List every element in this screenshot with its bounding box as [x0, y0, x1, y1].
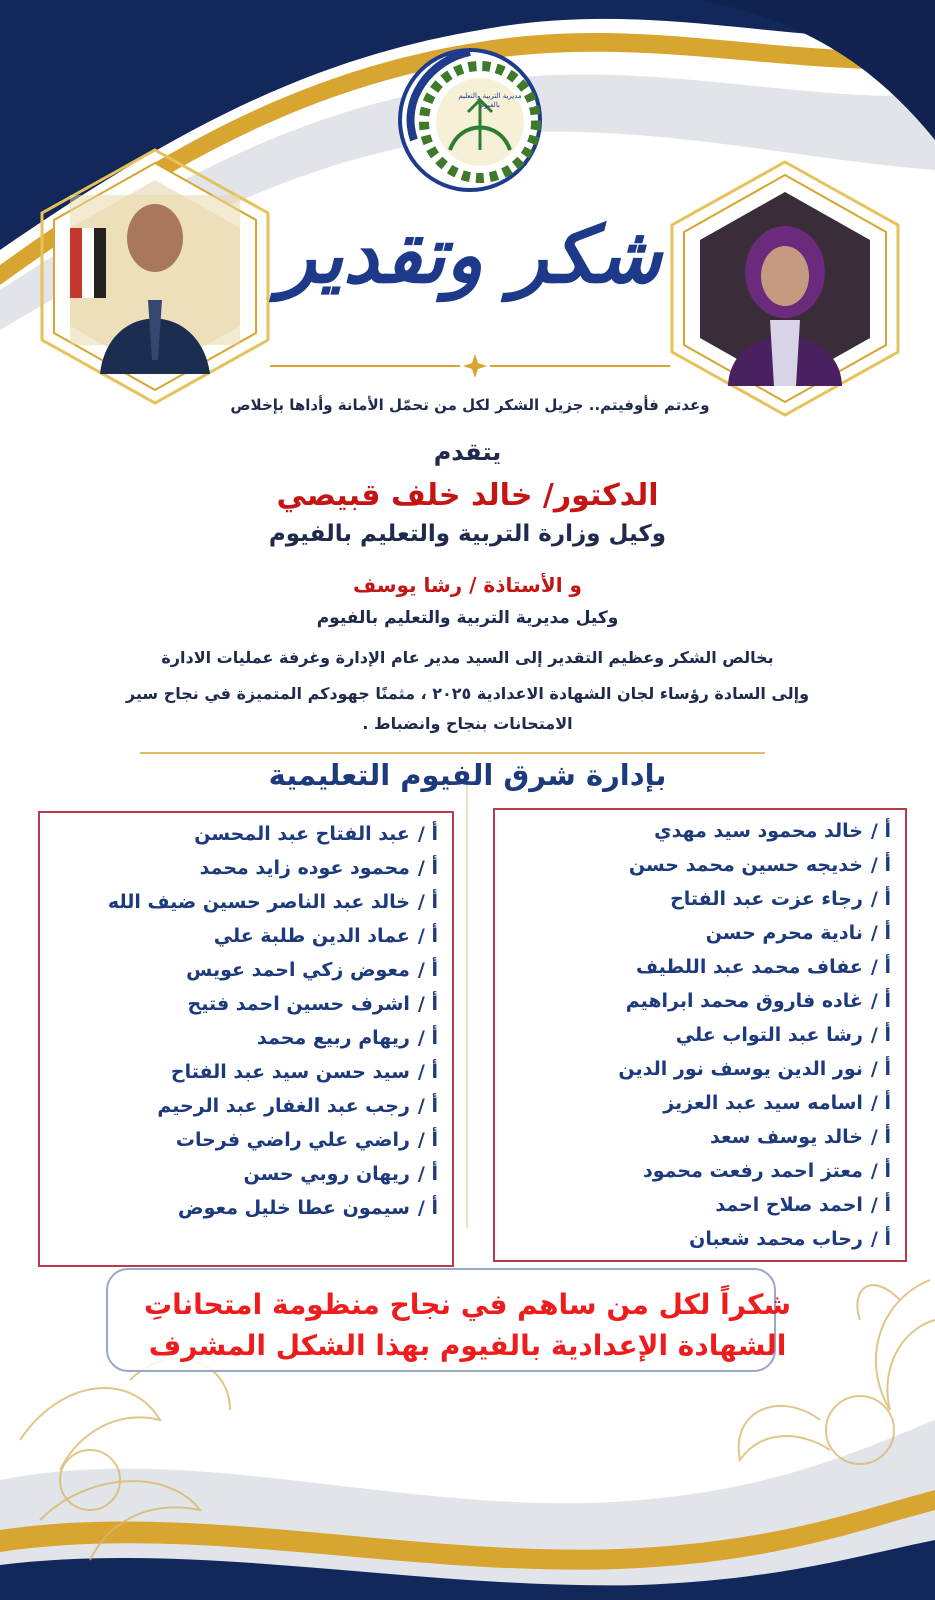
person-name: عماد الدين طلبة علي: [213, 925, 410, 947]
person-name: رجب عبد الغفار عبد الرحيم: [157, 1095, 410, 1117]
person-name: اسامه سيد عبد العزيز: [663, 1092, 863, 1114]
thanks-line-2: الشهادة الإعدادية بالفيوم بهذا الشكل المشرف: [148, 1329, 787, 1362]
name-prefix: أ /: [417, 925, 438, 947]
name-prefix: أ /: [870, 1228, 891, 1250]
person-name: خديجه حسين محمد حسن: [628, 854, 863, 876]
list-item: [46, 1191, 438, 1225]
person-name: رجاء عزت عبد الفتاح: [670, 888, 863, 910]
name-prefix: أ /: [870, 854, 891, 876]
logo-text: مديرية التربية والتعليم بالفيوم: [458, 92, 522, 109]
person-name: عبد الفتاح عبد المحسن: [194, 823, 410, 845]
title-divider: [270, 354, 670, 378]
name-prefix: أ /: [870, 990, 891, 1012]
logo-emblem: [400, 50, 540, 190]
person-name: نادية محرم حسن: [705, 922, 863, 944]
name-prefix: أ /: [417, 891, 438, 913]
name-prefix: أ /: [870, 1092, 891, 1114]
name-prefix: أ /: [870, 1024, 891, 1046]
professor-name: و الأستاذة / رشا يوسف: [353, 573, 582, 597]
person-name: معتز احمد رفعت محمود: [643, 1160, 863, 1182]
doctor-name: الدكتور/ خالد خلف قبيصي: [276, 478, 659, 513]
list-right-box: [493, 808, 907, 1262]
person-name: ريهان روبي حسن: [243, 1163, 410, 1185]
name-prefix: أ /: [417, 1061, 438, 1083]
list-item: [501, 1154, 891, 1188]
person-name: محمود عوده زايد محمد: [199, 857, 410, 879]
person-name: خالد محمود سيد مهدي: [654, 820, 863, 842]
list-item: [46, 1157, 438, 1191]
professor-title: وكيل مديرية التربية والتعليم بالفيوم: [316, 608, 619, 628]
name-prefix: أ /: [870, 922, 891, 944]
person-name: نور الدين يوسف نور الدين: [618, 1058, 863, 1080]
name-prefix: أ /: [417, 823, 438, 845]
name-prefix: أ /: [417, 993, 438, 1015]
presents-heading: يتقدم: [433, 438, 502, 466]
list-item: [46, 919, 438, 953]
list-item: [46, 1089, 438, 1123]
list-item: [46, 1055, 438, 1089]
list-item: [501, 1222, 891, 1256]
list-item: [46, 953, 438, 987]
list-left: [40, 813, 452, 1225]
list-item: [46, 987, 438, 1021]
body-line-3: الامتحانات بنجاح وانضباط .: [362, 714, 573, 733]
list-item: [501, 848, 891, 882]
thanks-line-1: شكراً لكل من ساهم في نجاح منظومة امتحاناتِ: [144, 1288, 791, 1321]
person-name: راضي علي راضي فرحات: [175, 1129, 410, 1151]
list-item: [501, 950, 891, 984]
person-name: خالد يوسف سعد: [710, 1126, 863, 1148]
name-prefix: أ /: [870, 1058, 891, 1080]
person-name: خالد عبد الناصر حسين ضيف الله: [107, 891, 410, 913]
department-heading: بإدارة شرق الفيوم التعليمية: [268, 758, 667, 792]
name-prefix: أ /: [417, 1095, 438, 1117]
person-name: عفاف محمد عبد اللطيف: [636, 956, 863, 978]
body-line-1: بخالص الشكر وعظيم التقدير إلى السيد مدير عام الإدارة وغرفة عمليات الادارة: [161, 648, 774, 667]
list-item: [501, 984, 891, 1018]
doctor-title: وكيل وزارة التربية والتعليم بالفيوم: [268, 521, 667, 547]
name-prefix: أ /: [417, 1129, 438, 1151]
list-item: [501, 916, 891, 950]
name-prefix: أ /: [417, 1197, 438, 1219]
person-name: اشرف حسين احمد فتيح: [187, 993, 410, 1015]
list-right: [495, 810, 905, 1256]
list-left-box: [38, 811, 454, 1267]
person-name: معوض زكي احمد عويس: [186, 959, 410, 981]
name-prefix: أ /: [417, 1027, 438, 1049]
list-item: [501, 1188, 891, 1222]
name-prefix: أ /: [870, 888, 891, 910]
list-item: [501, 1086, 891, 1120]
title-calligraphy: شكر وتقدير: [278, 210, 662, 301]
person-name: غاده فاروق محمد ابراهيم: [625, 990, 863, 1012]
list-item: [501, 882, 891, 916]
right-hexagon-frame: [672, 162, 898, 415]
tagline: وعدتم فأوفيتم.. جزيل الشكر لكل من تحمّل الأمانة وأداها بإخلاص: [230, 396, 710, 414]
person-name: سيمون عطا خليل معوض: [178, 1197, 410, 1219]
name-prefix: أ /: [417, 959, 438, 981]
list-item: [501, 1052, 891, 1086]
body-line-2: وإلى السادة رؤساء لجان الشهادة الاعدادية ٢٠٢٥ ، مثمنًا جهودكم المتميزة في نجاح سير: [125, 684, 810, 703]
name-prefix: أ /: [870, 956, 891, 978]
person-name: ريهام ربيع محمد: [257, 1027, 410, 1049]
name-prefix: أ /: [870, 1160, 891, 1182]
list-item: [46, 817, 438, 851]
list-item: [501, 814, 891, 848]
list-item: [46, 1021, 438, 1055]
list-item: [46, 1123, 438, 1157]
name-prefix: أ /: [870, 1126, 891, 1148]
list-item: [46, 885, 438, 919]
name-prefix: أ /: [870, 1194, 891, 1216]
list-item: [501, 1120, 891, 1154]
list-item: [46, 851, 438, 885]
person-name: رشا عبد التواب علي: [675, 1024, 863, 1046]
name-prefix: أ /: [417, 1163, 438, 1185]
list-item: [501, 1018, 891, 1052]
person-name: رحاب محمد شعبان: [689, 1228, 863, 1250]
person-name: احمد صلاح احمد: [715, 1194, 863, 1216]
person-name: سيد حسن سيد عبد الفتاح: [170, 1061, 410, 1083]
name-prefix: أ /: [417, 857, 438, 879]
name-prefix: أ /: [870, 820, 891, 842]
